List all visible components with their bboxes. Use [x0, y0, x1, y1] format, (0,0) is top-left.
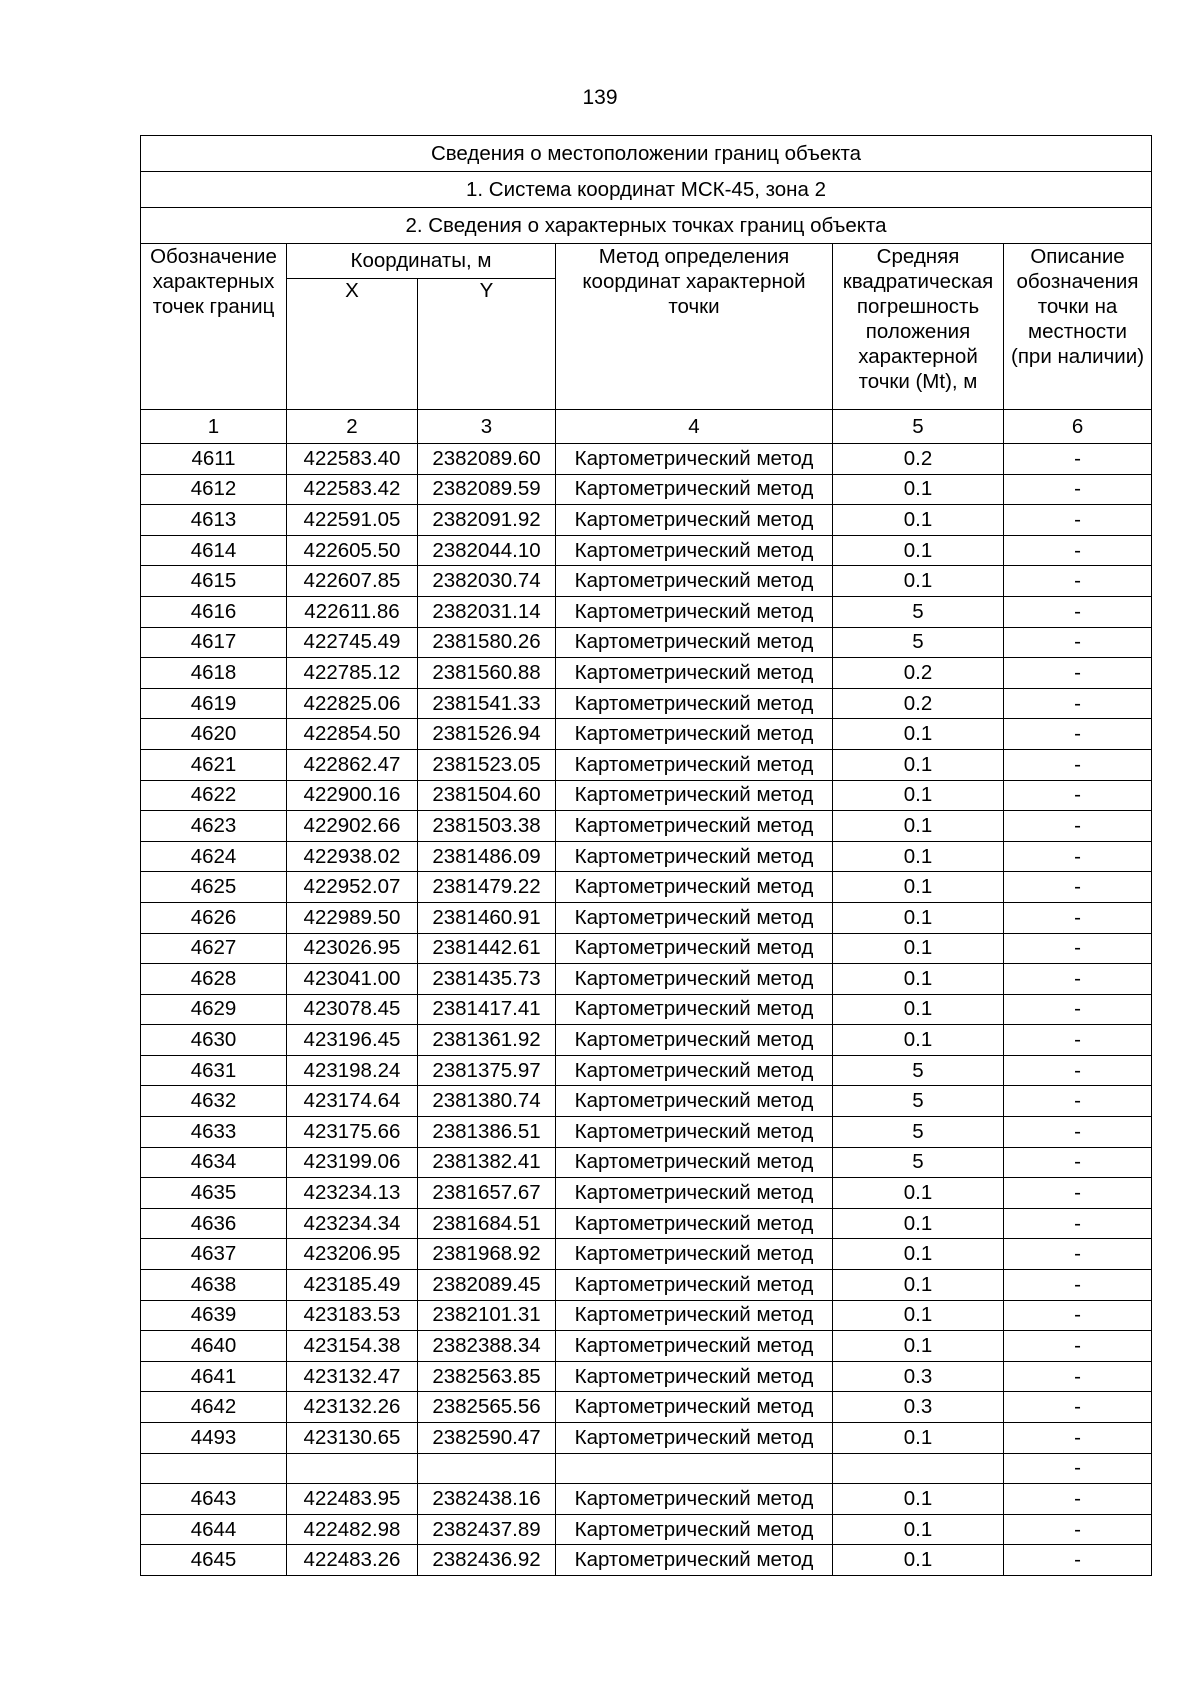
table-row: [141, 1423, 1152, 1454]
table-row: [141, 1055, 1152, 1086]
point-id-cell: 4618: [141, 658, 287, 689]
x-coordinate-cell: 423130.65: [287, 1423, 418, 1454]
point-id-cell: 4493: [141, 1423, 287, 1454]
boundary-points-table: [140, 135, 1152, 1576]
table-row: [141, 658, 1152, 689]
y-coordinate-cell: 2382388.34: [418, 1331, 556, 1362]
error-cell: 0.1: [833, 811, 1004, 842]
method-cell: Картометрический метод: [556, 1178, 833, 1209]
error-cell: 0.1: [833, 1514, 1004, 1545]
method-cell: Картометрический метод: [556, 1514, 833, 1545]
x-coordinate-cell: 422785.12: [287, 658, 418, 689]
method-cell: Картометрический метод: [556, 1300, 833, 1331]
description-cell: -: [1004, 1147, 1152, 1178]
description-cell: -: [1004, 964, 1152, 995]
method-cell: Картометрический метод: [556, 1270, 833, 1301]
method-cell: Картометрический метод: [556, 1239, 833, 1270]
table-row: [141, 811, 1152, 842]
table-row: [141, 872, 1152, 903]
x-coordinate-cell: 423234.13: [287, 1178, 418, 1209]
y-coordinate-cell: 2381435.73: [418, 964, 556, 995]
method-cell: Картометрический метод: [556, 535, 833, 566]
point-id-cell: 4616: [141, 596, 287, 627]
x-coordinate-cell: [287, 1453, 418, 1484]
section-title: 2. Сведения о характерных точках границ объекта: [141, 208, 1152, 244]
y-coordinate-cell: 2381526.94: [418, 719, 556, 750]
column-number: 5: [833, 410, 1004, 444]
y-coordinate-cell: 2381380.74: [418, 1086, 556, 1117]
method-cell: Картометрический метод: [556, 1484, 833, 1515]
x-coordinate-cell: 423174.64: [287, 1086, 418, 1117]
error-cell: 0.1: [833, 1423, 1004, 1454]
point-id-cell: 4638: [141, 1270, 287, 1301]
description-cell: -: [1004, 994, 1152, 1025]
method-cell: Картометрический метод: [556, 719, 833, 750]
point-id-cell: 4620: [141, 719, 287, 750]
error-cell: 0.1: [833, 535, 1004, 566]
description-cell: -: [1004, 1423, 1152, 1454]
point-id-cell: 4633: [141, 1117, 287, 1148]
table-row: [141, 719, 1152, 750]
table-row: [141, 444, 1152, 475]
x-coordinate-cell: 423132.26: [287, 1392, 418, 1423]
point-id-cell: 4634: [141, 1147, 287, 1178]
point-id-cell: 4630: [141, 1025, 287, 1056]
table-row: [141, 933, 1152, 964]
description-cell: -: [1004, 658, 1152, 689]
point-id-cell: 4644: [141, 1514, 287, 1545]
point-id-cell: 4640: [141, 1331, 287, 1362]
method-cell: Картометрический метод: [556, 1147, 833, 1178]
method-cell: Картометрический метод: [556, 566, 833, 597]
description-cell: -: [1004, 1055, 1152, 1086]
table-row: [141, 1208, 1152, 1239]
x-coordinate-cell: 422591.05: [287, 505, 418, 536]
x-coordinate-cell: 423041.00: [287, 964, 418, 995]
description-cell: -: [1004, 1453, 1152, 1484]
table-row: [141, 1270, 1152, 1301]
header-error: Средняя квадратическая погрешность положения характерной точки (Mt), м: [833, 244, 1004, 410]
error-cell: [833, 1453, 1004, 1484]
table-row: [141, 1331, 1152, 1362]
error-cell: 0.1: [833, 1025, 1004, 1056]
description-cell: -: [1004, 688, 1152, 719]
x-coordinate-cell: 423078.45: [287, 994, 418, 1025]
description-cell: -: [1004, 535, 1152, 566]
point-id-cell: 4636: [141, 1208, 287, 1239]
error-cell: 0.1: [833, 964, 1004, 995]
table-row: [141, 994, 1152, 1025]
y-coordinate-cell: 2381503.38: [418, 811, 556, 842]
point-id-cell: 4642: [141, 1392, 287, 1423]
description-cell: -: [1004, 505, 1152, 536]
error-cell: 0.1: [833, 1300, 1004, 1331]
x-coordinate-cell: 423183.53: [287, 1300, 418, 1331]
x-coordinate-cell: 422902.66: [287, 811, 418, 842]
y-coordinate-cell: 2381382.41: [418, 1147, 556, 1178]
description-cell: -: [1004, 841, 1152, 872]
description-cell: -: [1004, 444, 1152, 475]
description-cell: -: [1004, 1484, 1152, 1515]
y-coordinate-cell: 2381657.67: [418, 1178, 556, 1209]
method-cell: Картометрический метод: [556, 780, 833, 811]
point-id-cell: 4619: [141, 688, 287, 719]
method-cell: Картометрический метод: [556, 964, 833, 995]
error-cell: 0.3: [833, 1392, 1004, 1423]
description-cell: -: [1004, 902, 1152, 933]
method-cell: Картометрический метод: [556, 811, 833, 842]
error-cell: 0.1: [833, 1484, 1004, 1515]
error-cell: 0.1: [833, 933, 1004, 964]
x-coordinate-cell: 422607.85: [287, 566, 418, 597]
error-cell: 0.3: [833, 1361, 1004, 1392]
x-coordinate-cell: 423206.95: [287, 1239, 418, 1270]
error-cell: 5: [833, 1086, 1004, 1117]
method-cell: Картометрический метод: [556, 1055, 833, 1086]
point-id-cell: 4641: [141, 1361, 287, 1392]
y-coordinate-cell: 2382030.74: [418, 566, 556, 597]
table-row: [141, 780, 1152, 811]
y-coordinate-cell: 2381417.41: [418, 994, 556, 1025]
point-id-cell: 4643: [141, 1484, 287, 1515]
x-coordinate-cell: 423199.06: [287, 1147, 418, 1178]
point-id-cell: 4637: [141, 1239, 287, 1270]
table-row: [141, 841, 1152, 872]
column-number: 1: [141, 410, 287, 444]
error-cell: 0.1: [833, 902, 1004, 933]
y-coordinate-cell: 2381541.33: [418, 688, 556, 719]
method-cell: Картометрический метод: [556, 1331, 833, 1362]
table-row: [141, 1392, 1152, 1423]
table-row: [141, 688, 1152, 719]
point-id-cell: 4612: [141, 474, 287, 505]
x-coordinate-cell: 422989.50: [287, 902, 418, 933]
column-number: 6: [1004, 410, 1152, 444]
method-cell: Картометрический метод: [556, 1025, 833, 1056]
table-row: [141, 505, 1152, 536]
description-cell: -: [1004, 1086, 1152, 1117]
y-coordinate-cell: 2381504.60: [418, 780, 556, 811]
error-cell: 0.2: [833, 444, 1004, 475]
x-coordinate-cell: 422482.98: [287, 1514, 418, 1545]
description-cell: -: [1004, 1239, 1152, 1270]
point-id-cell: 4621: [141, 749, 287, 780]
page-number: 139: [582, 86, 618, 109]
method-cell: Картометрический метод: [556, 933, 833, 964]
y-coordinate-cell: 2382565.56: [418, 1392, 556, 1423]
description-cell: -: [1004, 1300, 1152, 1331]
table-row: [141, 1025, 1152, 1056]
method-cell: Картометрический метод: [556, 1208, 833, 1239]
x-coordinate-cell: 422745.49: [287, 627, 418, 658]
point-id-cell: 4611: [141, 444, 287, 475]
method-cell: Картометрический метод: [556, 474, 833, 505]
column-number: 3: [418, 410, 556, 444]
point-id-cell: 4617: [141, 627, 287, 658]
method-cell: Картометрический метод: [556, 872, 833, 903]
table-row: [141, 1484, 1152, 1515]
y-coordinate-cell: 2381560.88: [418, 658, 556, 689]
y-coordinate-cell: 2381361.92: [418, 1025, 556, 1056]
y-coordinate-cell: 2381479.22: [418, 872, 556, 903]
y-coordinate-cell: 2381460.91: [418, 902, 556, 933]
table-row: [141, 474, 1152, 505]
x-coordinate-cell: 423185.49: [287, 1270, 418, 1301]
method-cell: Картометрический метод: [556, 841, 833, 872]
method-cell: Картометрический метод: [556, 1423, 833, 1454]
y-coordinate-cell: 2381442.61: [418, 933, 556, 964]
table-row: [141, 1147, 1152, 1178]
coordinate-system-title: 1. Система координат МСК-45, зона 2: [141, 172, 1152, 208]
y-coordinate-cell: 2381386.51: [418, 1117, 556, 1148]
y-coordinate-cell: 2381486.09: [418, 841, 556, 872]
x-coordinate-cell: 422862.47: [287, 749, 418, 780]
x-coordinate-cell: 422938.02: [287, 841, 418, 872]
method-cell: Картометрический метод: [556, 749, 833, 780]
table-row: [141, 1086, 1152, 1117]
method-cell: Картометрический метод: [556, 505, 833, 536]
point-id-cell: 4626: [141, 902, 287, 933]
y-coordinate-cell: 2381523.05: [418, 749, 556, 780]
x-coordinate-cell: 423175.66: [287, 1117, 418, 1148]
y-coordinate-cell: [418, 1453, 556, 1484]
description-cell: -: [1004, 1331, 1152, 1362]
description-cell: -: [1004, 596, 1152, 627]
y-coordinate-cell: 2382091.92: [418, 505, 556, 536]
point-id-cell: 4622: [141, 780, 287, 811]
header-y: Y: [418, 279, 556, 410]
y-coordinate-cell: 2382089.59: [418, 474, 556, 505]
method-cell: Картометрический метод: [556, 658, 833, 689]
point-id-cell: 4627: [141, 933, 287, 964]
x-coordinate-cell: 422825.06: [287, 688, 418, 719]
table-row: [141, 627, 1152, 658]
description-cell: -: [1004, 474, 1152, 505]
x-coordinate-cell: 422583.42: [287, 474, 418, 505]
description-cell: -: [1004, 1025, 1152, 1056]
error-cell: 0.1: [833, 474, 1004, 505]
y-coordinate-cell: 2381580.26: [418, 627, 556, 658]
y-coordinate-cell: 2382031.14: [418, 596, 556, 627]
description-cell: -: [1004, 1270, 1152, 1301]
description-cell: -: [1004, 780, 1152, 811]
error-cell: 0.1: [833, 1270, 1004, 1301]
y-coordinate-cell: 2382044.10: [418, 535, 556, 566]
error-cell: 5: [833, 596, 1004, 627]
header-designation: Обозначение характерных точек границ: [141, 244, 287, 410]
error-cell: 5: [833, 627, 1004, 658]
x-coordinate-cell: 422900.16: [287, 780, 418, 811]
error-cell: 0.1: [833, 1545, 1004, 1576]
header-description: Описание обозначения точки на местности (при наличии): [1004, 244, 1152, 410]
point-id-cell: 4639: [141, 1300, 287, 1331]
error-cell: 0.1: [833, 1178, 1004, 1209]
y-coordinate-cell: 2382437.89: [418, 1514, 556, 1545]
description-cell: -: [1004, 719, 1152, 750]
error-cell: 5: [833, 1147, 1004, 1178]
table-row: [141, 596, 1152, 627]
description-cell: -: [1004, 1514, 1152, 1545]
error-cell: 0.1: [833, 719, 1004, 750]
header-x: X: [287, 279, 418, 410]
x-coordinate-cell: 423198.24: [287, 1055, 418, 1086]
method-cell: Картометрический метод: [556, 902, 833, 933]
point-id-cell: 4628: [141, 964, 287, 995]
method-cell: Картометрический метод: [556, 1361, 833, 1392]
x-coordinate-cell: 422605.50: [287, 535, 418, 566]
table-row: [141, 964, 1152, 995]
x-coordinate-cell: 422583.40: [287, 444, 418, 475]
error-cell: 0.1: [833, 994, 1004, 1025]
method-cell: Картометрический метод: [556, 1392, 833, 1423]
description-cell: -: [1004, 749, 1152, 780]
table-row: [141, 749, 1152, 780]
table-row: [141, 1300, 1152, 1331]
error-cell: 0.1: [833, 841, 1004, 872]
x-coordinate-cell: 423234.34: [287, 1208, 418, 1239]
point-id-cell: 4625: [141, 872, 287, 903]
table-row: [141, 1178, 1152, 1209]
method-cell: Картометрический метод: [556, 688, 833, 719]
description-cell: -: [1004, 1545, 1152, 1576]
description-cell: -: [1004, 566, 1152, 597]
y-coordinate-cell: 2382438.16: [418, 1484, 556, 1515]
description-cell: -: [1004, 1178, 1152, 1209]
point-id-cell: 4632: [141, 1086, 287, 1117]
x-coordinate-cell: 423196.45: [287, 1025, 418, 1056]
header-method: Метод определения координат характерной точки: [556, 244, 833, 410]
table-row: [141, 1545, 1152, 1576]
point-id-cell: 4615: [141, 566, 287, 597]
table-row: [141, 1361, 1152, 1392]
y-coordinate-cell: 2381684.51: [418, 1208, 556, 1239]
description-cell: -: [1004, 1117, 1152, 1148]
error-cell: 0.1: [833, 749, 1004, 780]
x-coordinate-cell: 422611.86: [287, 596, 418, 627]
point-id-cell: 4624: [141, 841, 287, 872]
y-coordinate-cell: 2382101.31: [418, 1300, 556, 1331]
x-coordinate-cell: 422952.07: [287, 872, 418, 903]
point-id-cell: 4631: [141, 1055, 287, 1086]
x-coordinate-cell: 422483.95: [287, 1484, 418, 1515]
description-cell: -: [1004, 872, 1152, 903]
table-row: [141, 1117, 1152, 1148]
point-id-cell: 4645: [141, 1545, 287, 1576]
method-cell: Картометрический метод: [556, 994, 833, 1025]
column-number: 2: [287, 410, 418, 444]
error-cell: 0.1: [833, 1208, 1004, 1239]
error-cell: 0.1: [833, 1239, 1004, 1270]
description-cell: -: [1004, 933, 1152, 964]
table-row: [141, 535, 1152, 566]
table-row: [141, 1239, 1152, 1270]
description-cell: -: [1004, 1361, 1152, 1392]
method-cell: Картометрический метод: [556, 1545, 833, 1576]
header-coordinates: Координаты, м: [287, 244, 556, 279]
error-cell: 0.1: [833, 1331, 1004, 1362]
description-cell: -: [1004, 1208, 1152, 1239]
table-row: [141, 902, 1152, 933]
method-cell: Картометрический метод: [556, 1117, 833, 1148]
table-body: [141, 444, 1152, 1576]
point-id-cell: [141, 1453, 287, 1484]
description-cell: -: [1004, 627, 1152, 658]
method-cell: Картометрический метод: [556, 627, 833, 658]
y-coordinate-cell: 2382563.85: [418, 1361, 556, 1392]
point-id-cell: 4623: [141, 811, 287, 842]
point-id-cell: 4629: [141, 994, 287, 1025]
y-coordinate-cell: 2381375.97: [418, 1055, 556, 1086]
method-cell: Картометрический метод: [556, 596, 833, 627]
description-cell: -: [1004, 811, 1152, 842]
y-coordinate-cell: 2381968.92: [418, 1239, 556, 1270]
error-cell: 0.1: [833, 780, 1004, 811]
x-coordinate-cell: 422483.26: [287, 1545, 418, 1576]
error-cell: 0.1: [833, 872, 1004, 903]
error-cell: 0.1: [833, 505, 1004, 536]
error-cell: 0.1: [833, 566, 1004, 597]
y-coordinate-cell: 2382436.92: [418, 1545, 556, 1576]
table-row: [141, 1514, 1152, 1545]
point-id-cell: 4613: [141, 505, 287, 536]
y-coordinate-cell: 2382590.47: [418, 1423, 556, 1454]
error-cell: 5: [833, 1117, 1004, 1148]
y-coordinate-cell: 2382089.45: [418, 1270, 556, 1301]
x-coordinate-cell: 423132.47: [287, 1361, 418, 1392]
method-cell: Картометрический метод: [556, 444, 833, 475]
table-row: [141, 1453, 1152, 1484]
point-id-cell: 4614: [141, 535, 287, 566]
table-row: [141, 566, 1152, 597]
x-coordinate-cell: 423154.38: [287, 1331, 418, 1362]
method-cell: [556, 1453, 833, 1484]
x-coordinate-cell: 422854.50: [287, 719, 418, 750]
x-coordinate-cell: 423026.95: [287, 933, 418, 964]
error-cell: 0.2: [833, 688, 1004, 719]
y-coordinate-cell: 2382089.60: [418, 444, 556, 475]
column-number: 4: [556, 410, 833, 444]
error-cell: 0.2: [833, 658, 1004, 689]
point-id-cell: 4635: [141, 1178, 287, 1209]
method-cell: Картометрический метод: [556, 1086, 833, 1117]
description-cell: -: [1004, 1392, 1152, 1423]
error-cell: 5: [833, 1055, 1004, 1086]
table-title: Сведения о местоположении границ объекта: [141, 136, 1152, 172]
